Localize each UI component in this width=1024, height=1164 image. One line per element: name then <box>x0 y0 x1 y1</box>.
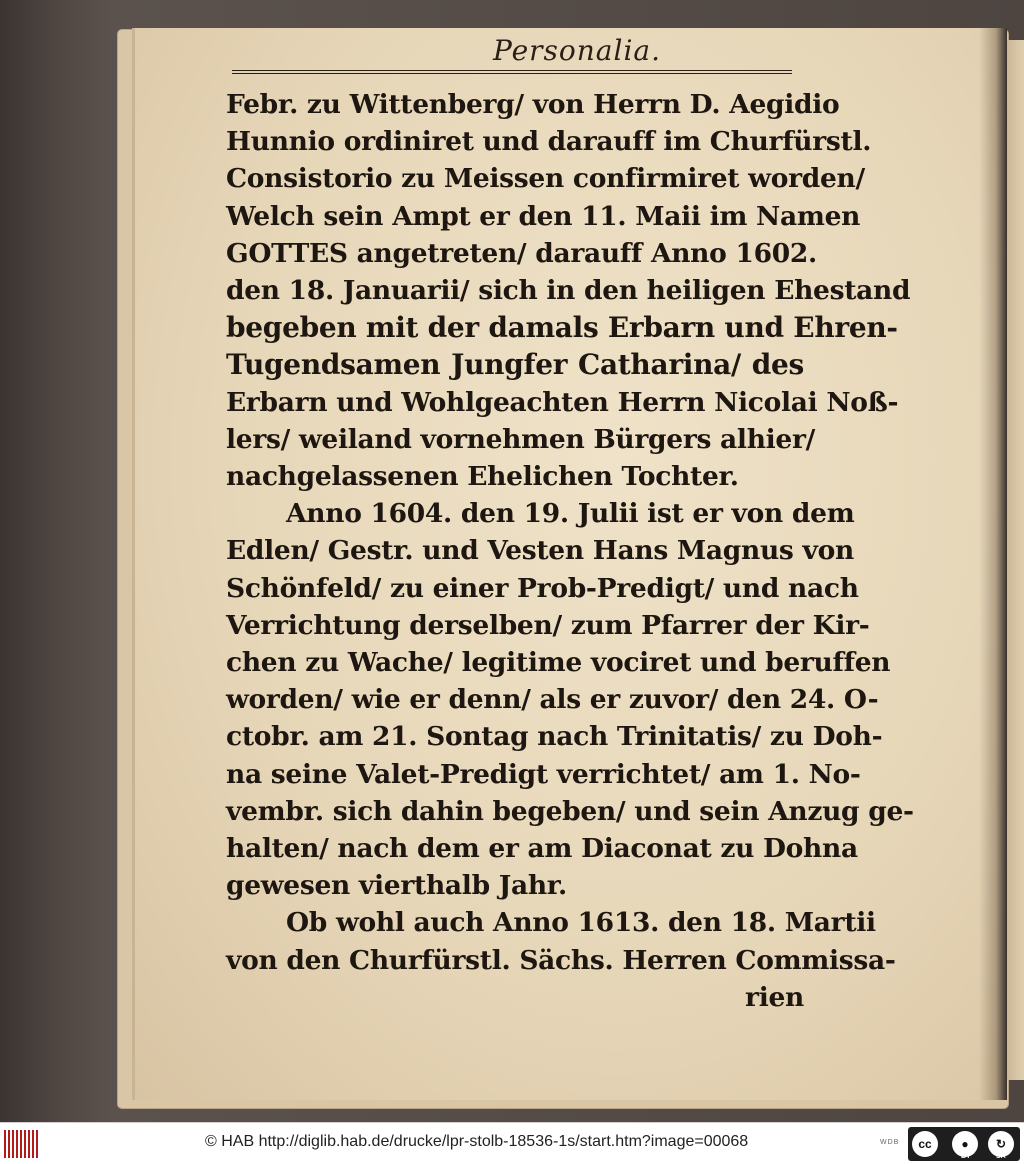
license-by-label: BY <box>961 1153 971 1160</box>
text-line: begeben mit der damals Erbarn und Ehren- <box>226 311 898 345</box>
text-line: na seine Valet-Predigt verrichtet/ am 1. No- <box>226 758 861 790</box>
text-line: gewesen vierthalb Jahr. <box>226 870 567 902</box>
cc-license-badge[interactable] <box>908 1127 1020 1161</box>
head-rule <box>232 70 792 74</box>
text-line: chen zu Wache/ legitime vociret und beruffen <box>226 647 891 679</box>
text-line: Hunnio ordiniret und darauff im Churfürstl. <box>226 126 872 158</box>
text-line: Ob wohl auch Anno 1613. den 18. Martii <box>286 907 876 939</box>
text-line: Welch sein Ampt er den 11. Maii im Namen <box>226 200 861 232</box>
text-line: worden/ wie er denn/ als er zuvor/ den 24. O- <box>226 684 879 716</box>
text-line: Verrichtung derselben/ zum Pfarrer der Kir- <box>226 609 870 641</box>
text-line: Erbarn und Wohlgeachten Herrn Nicolai Noß- <box>226 386 899 418</box>
text-line: Tugendsamen Jungfer Catharina/ des <box>226 348 804 382</box>
text-line: nachgelassenen Ehelichen Tochter. <box>226 461 739 493</box>
text-line: Schönfeld/ zu einer Prob-Predigt/ und nach <box>226 572 859 604</box>
text-line: vembr. sich dahin begeben/ und sein Anzug ge- <box>226 795 914 827</box>
cc-icon: cc <box>912 1131 938 1157</box>
text-line: den 18. Januarii/ sich in den heiligen Ehestand <box>226 275 911 307</box>
text-line: GOTTES angetreten/ darauff Anno 1602. <box>226 237 817 269</box>
text-line: ctobr. am 21. Sontag nach Trinitatis/ zu Doh- <box>226 721 883 753</box>
share-alike-icon: ↻ <box>988 1131 1014 1157</box>
hab-logo-icon <box>4 1130 38 1158</box>
footer-bar <box>0 1122 1024 1164</box>
footer-credit-link[interactable]: © HAB http://diglib.hab.de/drucke/lpr-stolb-18536-1s/start.htm?image=00068 <box>205 1133 749 1150</box>
attribution-icon: ● <box>952 1131 978 1157</box>
license-sa-label: SA <box>996 1153 1006 1160</box>
text-line: von den Churfürstl. Sächs. Herren Commissa- <box>226 944 896 976</box>
text-line: Consistorio zu Meissen confirmiret worden/ <box>226 163 865 195</box>
text-line: lers/ weiland vornehmen Bürgers alhier/ <box>226 423 816 455</box>
page-text <box>226 86 914 1016</box>
text-line: Anno 1604. den 19. Julii ist er von dem <box>286 498 855 530</box>
page-gutter <box>979 28 1007 1100</box>
text-line: Edlen/ Gestr. und Vesten Hans Magnus von <box>226 535 854 567</box>
catchword: rien <box>745 981 804 1013</box>
text-line: halten/ nach dem er am Diaconat zu Dohna <box>226 833 858 865</box>
running-head-text: Personalia. <box>493 34 661 67</box>
running-head <box>0 34 1024 67</box>
wdb-label: WDB <box>880 1139 900 1146</box>
text-line: Febr. zu Wittenberg/ von Herrn D. Aegidio <box>226 89 840 120</box>
